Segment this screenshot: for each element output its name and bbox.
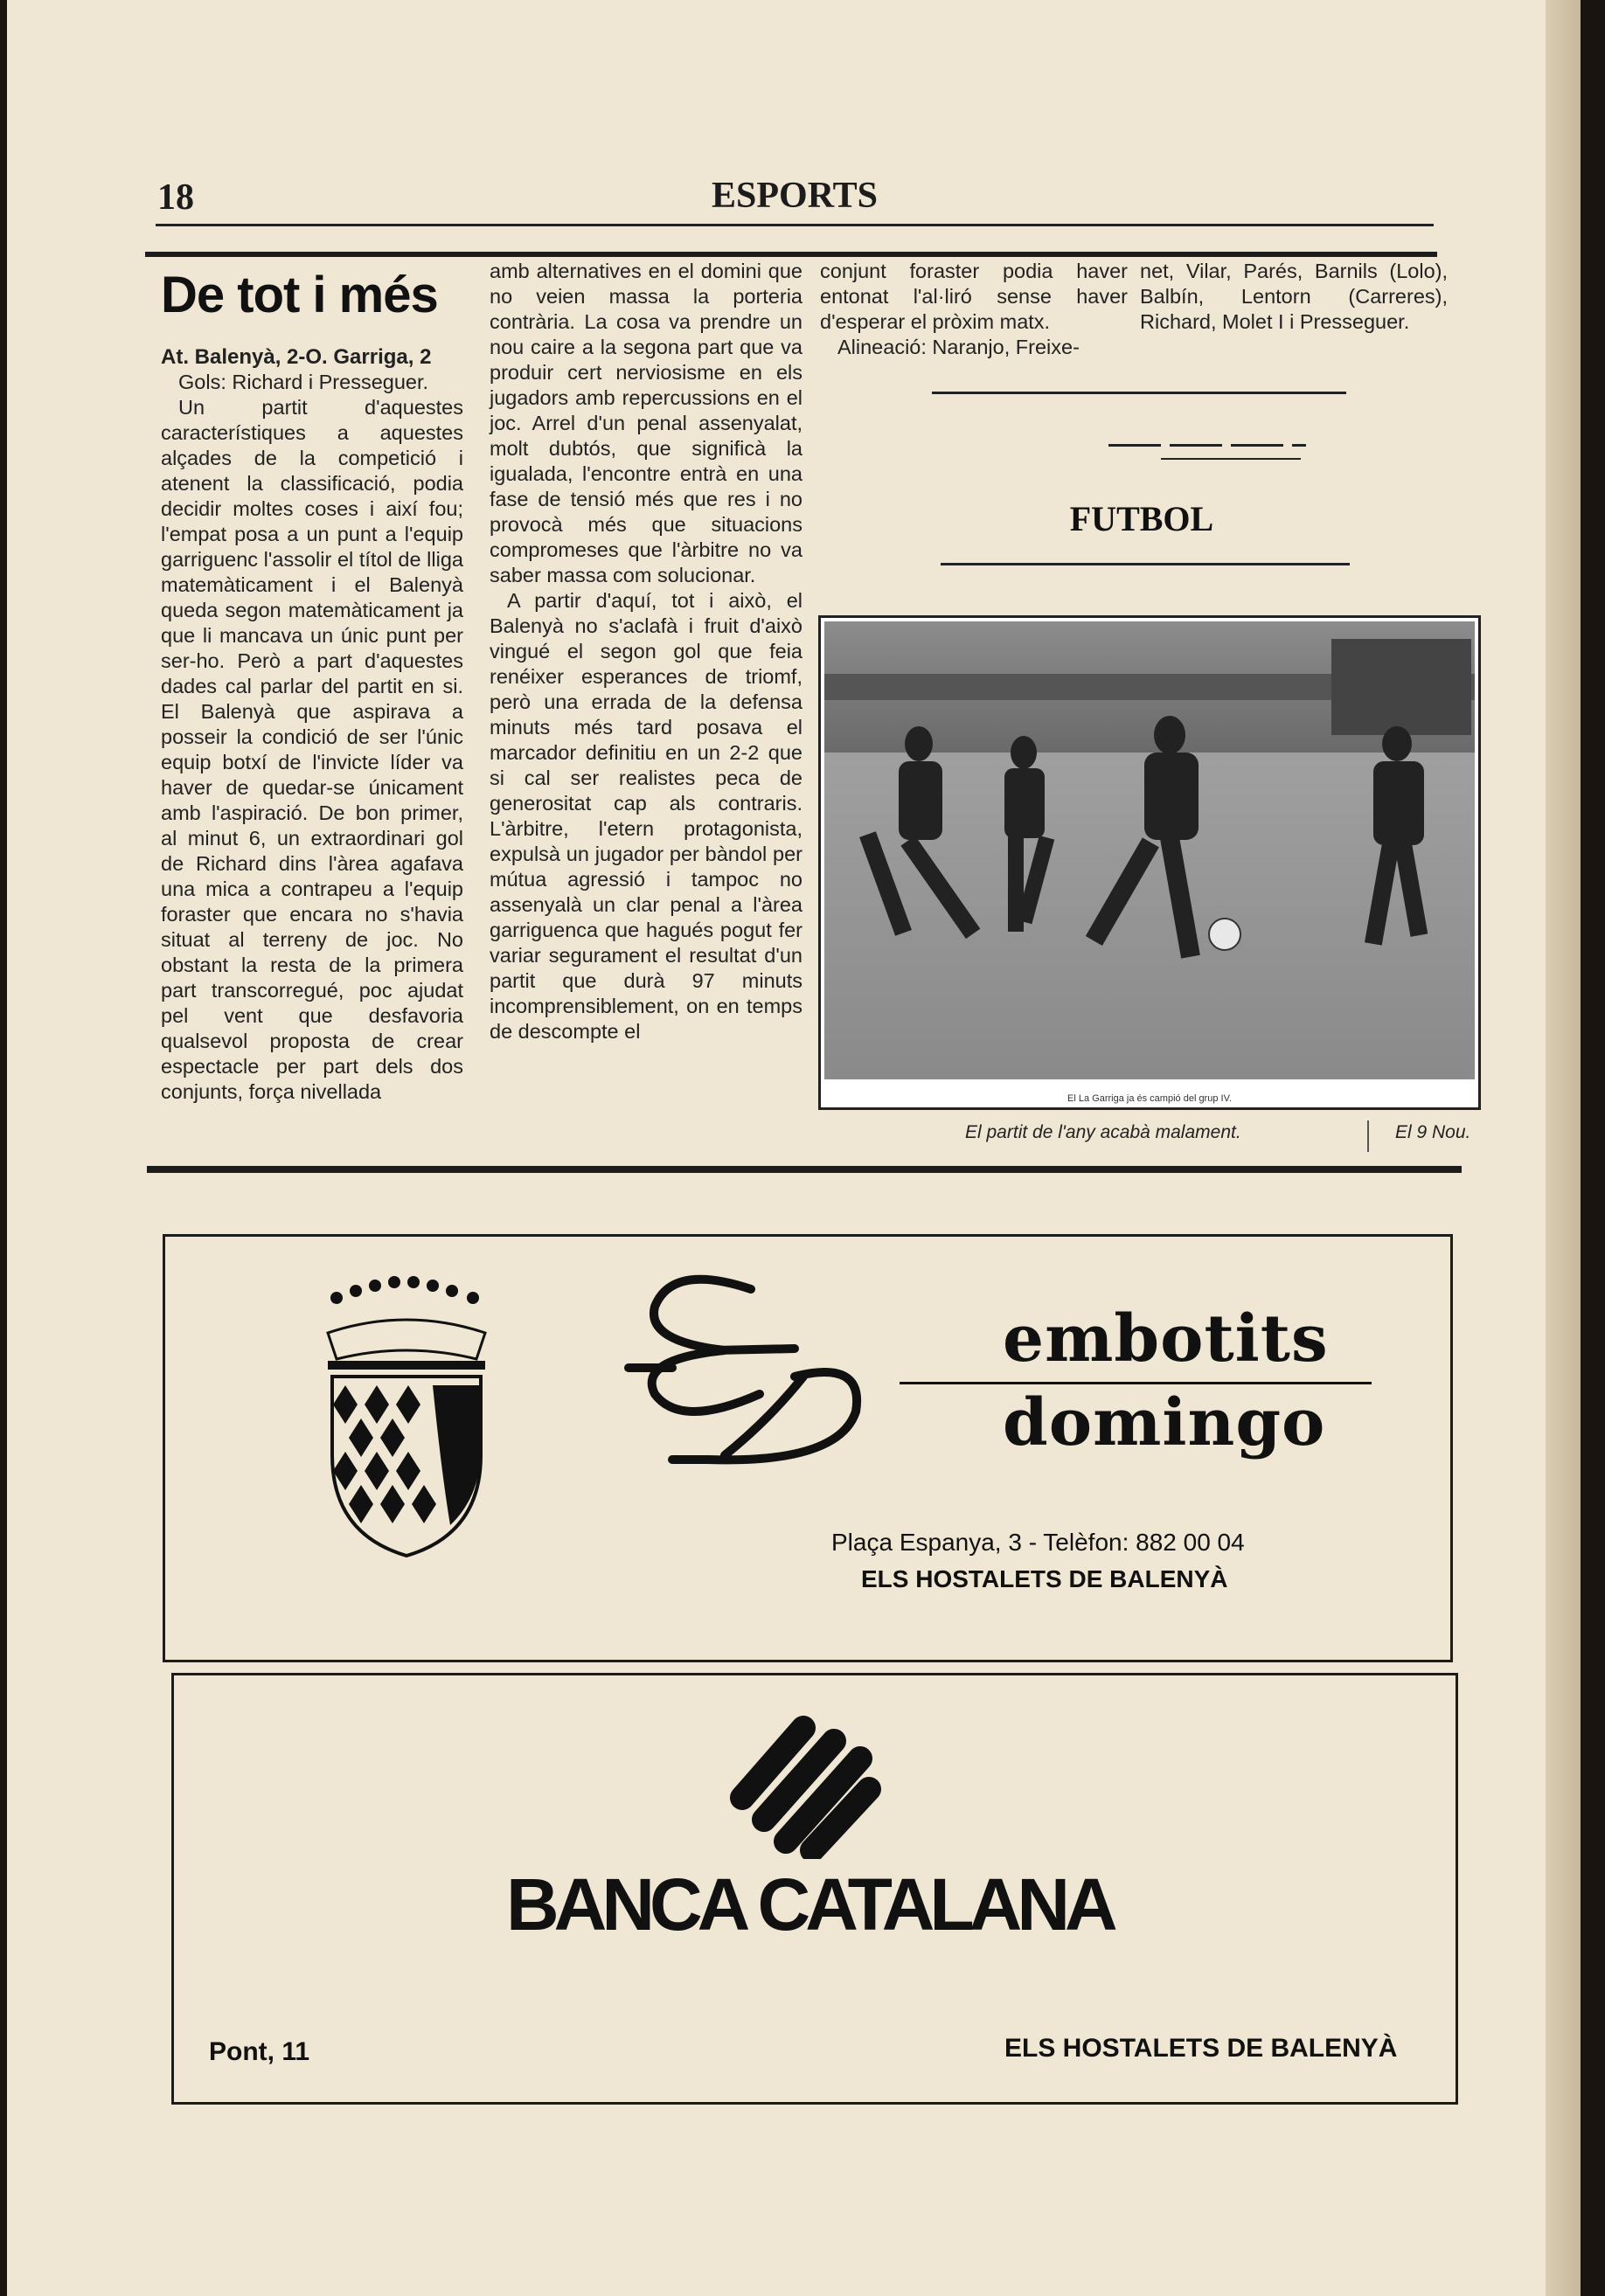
article-paragraph: Un partit d'aquestes característiques a aquestes alçades de la competició i atenent la classificació, podia decidir moltes coses i així fou; l'empat posa a un punt a l'equip garriguenc l'assolir el títol de lliga matemàticament i el Balenyà queda segon matemàticament ja que li mancava un únic punt per ser-ho. Però a part d'aquestes dades cal parlar del partit en si. El Balenyà que aspirava a posseir la condició de ser l'únic equip botxí de l'invicte líder va haver de quedar-se únicament amb l'aspiració. De bon primer, al minut 6, un extraordinari gol de Richard dins l'àrea agafava una mica a contrapeu a l'equip foraster que encara no s'havia situat al terreny de joc. No obstant la resta de la primera part transcorregué, poc ajudat pel vent que desfavoria qualsevol proposta de crear espectacle per part dels dos conjunts, força nivellada	[161, 396, 463, 1103]
domingo-name: domingo	[1003, 1385, 1326, 1460]
embotits-name: embotits	[1003, 1301, 1329, 1377]
coat-of-arms-icon	[319, 1272, 494, 1560]
article-paragraph: Gols: Richard i Presseguer.	[178, 371, 429, 393]
section-title: ESPORTS	[712, 176, 878, 216]
banca-catalana-name: BANCA CATALANA	[506, 1863, 1113, 1946]
decorative-rule	[1161, 458, 1301, 460]
article-paragraph: net, Vilar, Parés, Barnils (Lolo), Balbín, Lentorn (Carreres), Richard, Molet I i Presseguer.	[1140, 260, 1448, 333]
page-header	[156, 171, 1434, 226]
decorative-rule	[941, 563, 1350, 565]
banca-address: Pont, 11	[209, 2037, 310, 2066]
article-column-2	[490, 259, 802, 1044]
article-paragraph: Alineació: Naranjo, Freixe-	[837, 336, 1080, 358]
article-subhead: At. Balenyà, 2-O. Garriga, 2	[161, 345, 432, 369]
article-paragraph: conjunt foraster podia haver entonat l'al·liró sense haver d'esperar el pròxim matx.	[820, 260, 1128, 333]
article-column-4	[1140, 259, 1448, 335]
ad-banca-catalana	[171, 1673, 1458, 2105]
banca-town: ELS HOSTALETS DE BALENYÀ	[1004, 2034, 1398, 2063]
logo-underline	[900, 1382, 1372, 1384]
magazine-page	[7, 0, 1581, 2296]
decorative-rule	[1292, 444, 1306, 447]
article-headline: De tot i més	[161, 267, 438, 323]
futbol-label: FUTBOL	[1069, 499, 1214, 538]
photo-caption: El partit de l'any acabà malament.	[965, 1122, 1241, 1142]
photo-credit: El 9 Nou.	[1395, 1122, 1471, 1142]
article-paragraph: amb alternatives en el domini que no veien massa la porteria contrària. La cosa va prendre un nou caire a la segona part que va produir cert nerviosisme en els jugadors amb repercussions en el joc. Arrel d'un penal assenyalat, molt dubtós, que significà la igualada, l'encontre entrà en una fase de tensió més que res i no provocà més que situacions compromeses que l'àrbitre no va saber massa com solucionar.	[490, 260, 802, 586]
futbol-label-box	[932, 381, 1351, 573]
header-rule	[145, 252, 1437, 257]
embotits-domingo-logo-icon	[620, 1254, 882, 1481]
decorative-rule	[1108, 444, 1161, 447]
decorative-rule	[1170, 444, 1222, 447]
page-number: 18	[157, 177, 194, 218]
article-column-3	[820, 259, 1128, 360]
page-spine	[1546, 0, 1581, 2296]
football-match-image	[824, 621, 1475, 1079]
photo-inner-caption: El La Garriga ja és campió del grup IV.	[1067, 1093, 1232, 1104]
decorative-rule	[1231, 444, 1283, 447]
article-paragraph: A partir d'aquí, tot i això, el Balenyà no s'aclafà i fruit d'això vingué el segon gol que feia renéixer esperances de triomf, però una errada de la defensa minuts més tard posava el marcador definitiu en un 2-2 que si cal ser realistes peca de generositat cap als contraris. L'àrbitre, l'etern protagonista, expulsà un jugador per bàndol per mútua agressió i tampoc no assenyalà un clar penal a l'àrea garriguenca que hagués pogut fer variar segurament el resultat d'un partit que durà 97 minuts incomprensiblement, on en temps de descompte el	[490, 589, 802, 1043]
caption-divider	[1367, 1120, 1369, 1152]
article-column-1	[161, 260, 463, 1105]
article-bottom-rule	[147, 1166, 1462, 1173]
embotits-town: ELS HOSTALETS DE BALENYÀ	[861, 1565, 1228, 1592]
embotits-address: Plaça Espanya, 3 - Telèfon: 882 00 04	[831, 1529, 1245, 1556]
ad-embotits-domingo	[163, 1234, 1453, 1662]
banca-catalana-logo-icon	[725, 1710, 882, 1859]
match-photo	[818, 615, 1481, 1110]
decorative-rule	[932, 392, 1346, 394]
